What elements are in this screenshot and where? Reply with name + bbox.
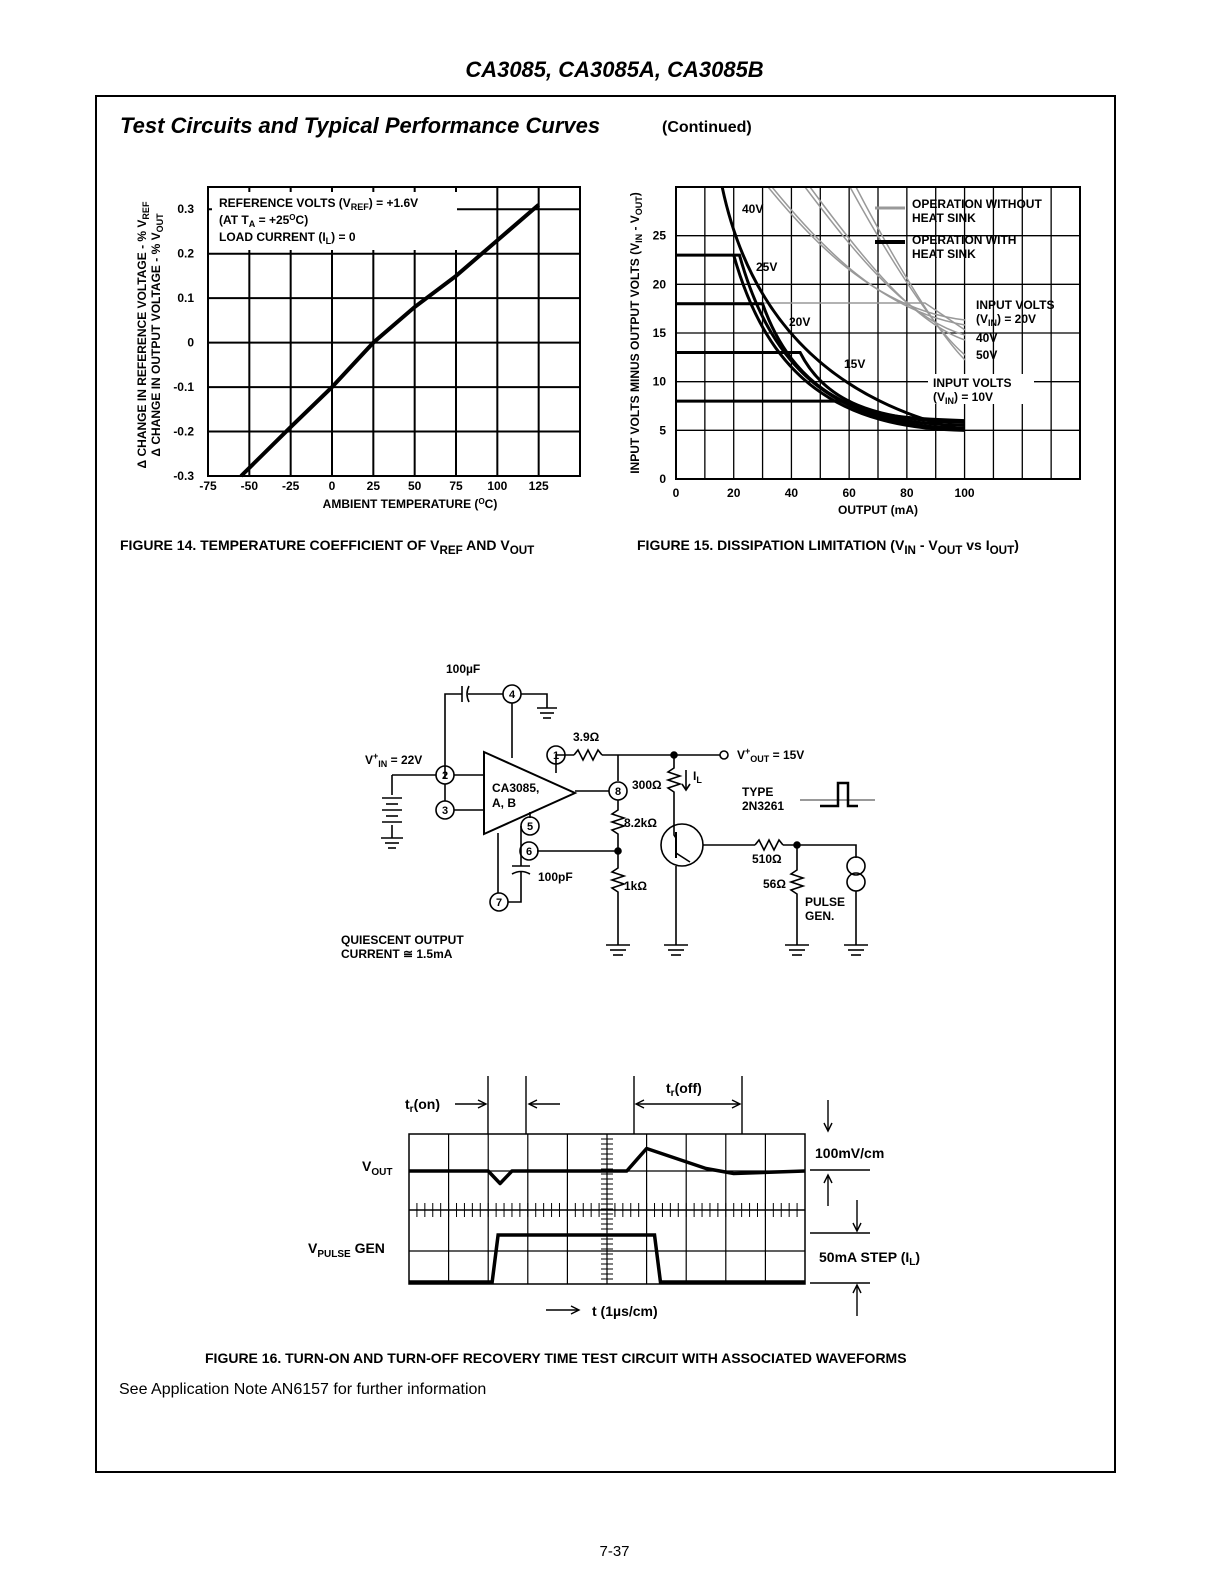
- timing-markers: [455, 1076, 870, 1316]
- figure-15-chart: [628, 187, 1080, 517]
- fig14-xtick-8: 125: [528, 479, 549, 493]
- fig15-xtick-1: 20: [727, 486, 741, 500]
- resistor-300: [668, 755, 680, 825]
- transistor-collector: [676, 853, 690, 862]
- curve-label-40v: 40V: [742, 202, 764, 216]
- figure-16-waveforms: [308, 1076, 920, 1319]
- fig15-xtick-5: 100: [954, 486, 975, 500]
- pulse-gen-label-1: PULSE: [805, 895, 846, 909]
- il-label: $I_L$: [693, 769, 702, 785]
- scale-100mv-label: 100mV/cm: [815, 1145, 885, 1161]
- tr-off-label: $t_r(off)$: [666, 1080, 702, 1099]
- figure-14-annotation-line3: LOAD CURRENT $(I_L) = 0$: [219, 230, 356, 246]
- figure-16-grid: [409, 1134, 805, 1284]
- wire-pin4-gnd: [521, 694, 547, 708]
- ground-symbol-3: [606, 945, 630, 955]
- r-1k-label: 1kΩ: [624, 879, 647, 893]
- time-scale-label: t (1µs/cm): [592, 1303, 658, 1319]
- page-number: 7-37: [599, 1543, 630, 1560]
- node-dot-1: [671, 752, 677, 758]
- fig15-ytick-5: 25: [652, 228, 666, 243]
- ground-symbol-6: [844, 945, 868, 955]
- legend-with-heatsink-1: OPERATION WITH: [912, 233, 1017, 247]
- fig15-ytick-2: 10: [652, 374, 666, 389]
- fig14-xtick-6: 75: [449, 479, 463, 493]
- fig14-xtick-0: -75: [199, 479, 217, 493]
- wire-pin7: [508, 880, 521, 902]
- fig14-ytick-1: 0.2: [177, 246, 194, 261]
- resistor-3-9: [574, 750, 602, 760]
- fig14-xtick-2: -25: [281, 479, 300, 493]
- fig14-ytick-3: 0: [187, 335, 194, 350]
- section-title: Test Circuits and Typical Performance Curves: [120, 113, 601, 138]
- input-volts-40v: 40V: [976, 331, 998, 345]
- quiescent-label-1: QUIESCENT OUTPUT: [341, 933, 464, 947]
- fig14-ytick-6: -0.3: [173, 469, 194, 483]
- pulse-waveform-icon: [820, 783, 858, 806]
- fig14-ytick-4: -0.1: [173, 380, 194, 395]
- ic-label-1: CA3085,: [492, 781, 540, 795]
- application-note: See Application Note AN6157 for further information: [119, 1381, 487, 1398]
- type-label: TYPE: [742, 785, 774, 799]
- schematic-labels: [341, 662, 845, 961]
- resistor-510: [755, 840, 783, 850]
- scale-50ma-label: 50mA STEP $(I_L)$: [819, 1249, 921, 1268]
- fig14-xtick-5: 50: [407, 479, 422, 493]
- curve-label-25v: 25V: [756, 260, 778, 274]
- fig14-ytick-5: -0.2: [173, 424, 194, 439]
- vpulse-gen-label: $V_{PULSE}$ GEN: [308, 1240, 385, 1260]
- section-continued: (Continued): [662, 119, 752, 136]
- figure-14-annotation-line2: (AT $T_A = +25^OC$): [219, 213, 309, 229]
- figure-14-annotation-line1: REFERENCE VOLTS $(V_{REF}) = +1.6V$: [219, 196, 419, 212]
- fig15-xtick-3: 60: [842, 486, 856, 500]
- pin-1-label: 1: [552, 750, 560, 762]
- input-volts-label-1: INPUT VOLTS: [976, 298, 1055, 312]
- fig15-ytick-4: 20: [652, 277, 666, 292]
- fig14-xtick-7: 100: [487, 479, 508, 493]
- figure-15-grid: [676, 187, 1080, 479]
- fig15-xtick-0: 0: [672, 486, 680, 500]
- transistor-part-label: 2N3261: [742, 799, 785, 813]
- transistor-2n3261: [661, 824, 703, 866]
- resistor-56: [791, 845, 803, 945]
- pin-5-label: 5: [526, 821, 534, 833]
- r-56-label: 56Ω: [763, 877, 786, 891]
- fig14-xtick-1: -50: [240, 479, 259, 493]
- fig14-ytick-0: 0.3: [177, 202, 194, 217]
- ground-symbol-5: [785, 945, 809, 955]
- fig15-ytick-1: 5: [659, 423, 666, 438]
- ground-symbol-2: [381, 838, 403, 848]
- curve-label-20v: 20V: [789, 315, 811, 329]
- legend-without-heatsink-2: HEAT SINK: [912, 211, 976, 225]
- r-3-9-label: 3.9Ω: [573, 730, 600, 744]
- input-volts-50v: 50V: [976, 348, 998, 362]
- quiescent-label-2: CURRENT ≅ 1.5mA: [341, 947, 453, 961]
- fig15-xtick-4: 80: [900, 486, 914, 500]
- pin-8-label: 8: [614, 786, 622, 798]
- fig14-ytick-2: 0.1: [177, 291, 194, 306]
- pin-6-label: 6: [525, 846, 533, 858]
- resistor-1k: [612, 851, 624, 945]
- fig14-xtick-3: 0: [328, 479, 336, 493]
- figure-15-caption: FIGURE 15. DISSIPATION LIMITATION ($V_{IN} - V_{OUT}$ vs $I_{OUT}$): [637, 537, 1019, 557]
- fig15-xtick-2: 40: [784, 486, 799, 500]
- figure-14-y-axis-label-2: Δ CHANGE IN OUTPUT VOLTAGE - % $V_{OUT}$: [149, 213, 165, 457]
- figure-15-x-axis-label: OUTPUT (mA): [838, 503, 918, 517]
- input-volts-20v: $(V_{IN}) = 20V$: [976, 312, 1037, 328]
- figure-14-x-axis-label: AMBIENT TEMPERATURE ($^O$C): [322, 497, 498, 511]
- vin-label: $V^+_{IN} = 22V$: [365, 751, 423, 769]
- figure-14-caption: FIGURE 14. TEMPERATURE COEFFICIENT OF $V_{REF}$ AND $V_{OUT}$: [120, 537, 535, 557]
- vout-terminal: [720, 751, 728, 759]
- figure-14-chart: [135, 187, 580, 511]
- r-8-2k-label: 8.2kΩ: [624, 816, 657, 830]
- ground-symbol-4: [664, 945, 688, 955]
- pin-7-label: 7: [495, 897, 503, 909]
- legend-without-heatsink-1: OPERATION WITHOUT: [912, 197, 1042, 211]
- r-510-label: 510Ω: [752, 852, 782, 866]
- page-header-title: CA3085, CA3085A, CA3085B: [465, 57, 764, 82]
- vout-label: $V^+_{OUT} = 15V$: [737, 746, 805, 764]
- resistor-8-2k: [612, 800, 624, 850]
- input-volts-label-2: INPUT VOLTS: [933, 376, 1012, 390]
- figure-15-tick-labels: [653, 229, 975, 500]
- fig15-ytick-3: 15: [652, 326, 666, 340]
- battery-symbol: [382, 798, 402, 822]
- pin-3-label: 3: [441, 805, 449, 817]
- pin-2-label: 2: [441, 770, 449, 782]
- figure-14-y-axis-label-1: Δ CHANGE IN REFERENCE VOLTAGE - % $V_{REF}$: [135, 201, 151, 469]
- pin-4-label: 4: [508, 689, 516, 701]
- node-dot-2: [615, 848, 621, 854]
- c-100p-label: 100pF: [538, 870, 573, 884]
- ground-symbol-1: [537, 708, 557, 718]
- pulse-gen-label-2: GEN.: [805, 909, 835, 923]
- c1-label: 100µF: [446, 662, 481, 676]
- figure-15-y-axis-label: INPUT VOLTS MINUS OUTPUT VOLTS $(V_{IN} - V_{OUT})$: [628, 192, 644, 474]
- tr-on-label: $t_r(on)$: [405, 1096, 441, 1115]
- ic-label-2: A, B: [492, 796, 516, 810]
- vout-label: $V_{OUT}$: [362, 1158, 393, 1178]
- r-300-label: 300Ω: [632, 778, 662, 792]
- figure-16-caption: FIGURE 16. TURN-ON AND TURN-OFF RECOVERY TIME TEST CIRCUIT WITH ASSOCIATED WAVEFORMS: [205, 1350, 907, 1366]
- legend-with-heatsink-2: HEAT SINK: [912, 247, 976, 261]
- fig14-xtick-4: 25: [366, 479, 381, 493]
- node-dot-3: [794, 842, 800, 848]
- curve-label-15v: 15V: [844, 357, 866, 371]
- input-volts-10v: $(V_{IN}) = 10V$: [933, 390, 994, 406]
- fig15-ytick-0: 0: [659, 472, 666, 486]
